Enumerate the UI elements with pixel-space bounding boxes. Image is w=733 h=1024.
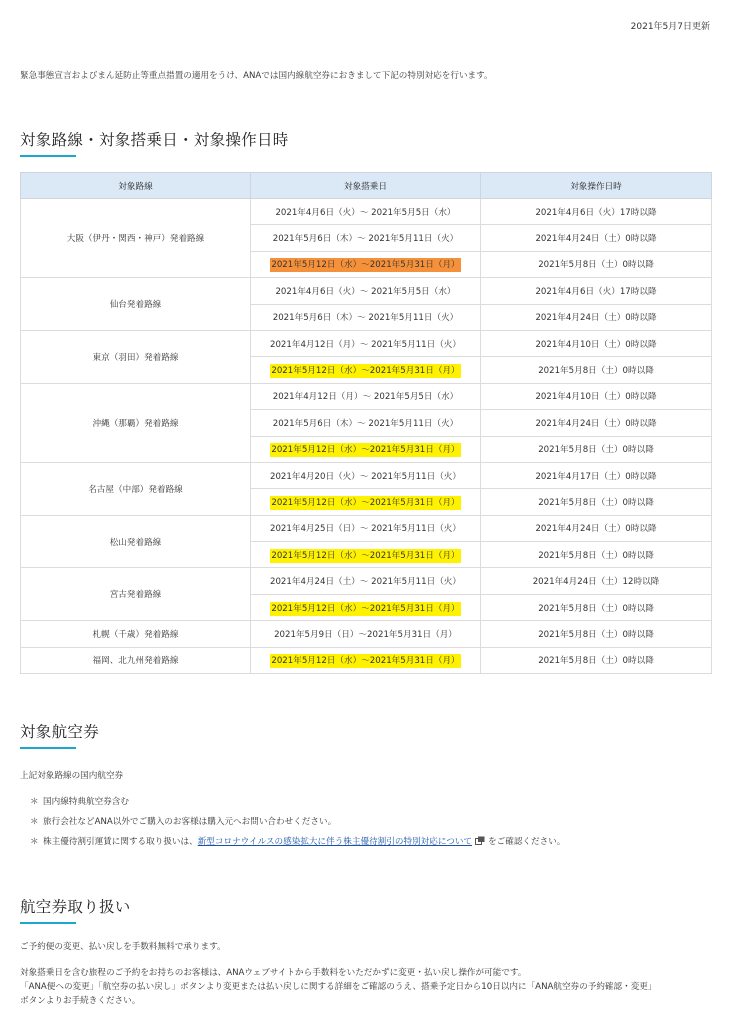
- route-name-cell: 宮古発着路線: [21, 568, 251, 621]
- boarding-date-cell: [251, 410, 481, 436]
- boarding-date-cell: [251, 568, 481, 594]
- boarding-date-cell: [251, 199, 481, 225]
- tickets-lead: 上記対象路線の国内航空券: [20, 771, 124, 781]
- date-range: 2021年5月6日（木）〜 2021年5月11日（火）: [272, 418, 459, 429]
- boarding-date-cell: [251, 647, 481, 673]
- table-row: [21, 647, 712, 673]
- date-range: 2021年4月20日（火）〜 2021年5月11日（火）: [270, 471, 461, 482]
- highlighted-date-range: 2021年5月12日（水）〜2021年5月31日（月）: [271, 497, 460, 508]
- table-row: [21, 330, 712, 356]
- operation-date-cell: 2021年5月8日（土）0時以降: [481, 647, 712, 673]
- boarding-date-cell: [251, 621, 481, 647]
- date-range: 2021年5月9日（日）〜2021年5月31日（月）: [274, 629, 457, 640]
- header-boarding-date: 対象搭乗日: [251, 173, 481, 199]
- section-title-routes: 対象路線・対象搭乗日・対象操作日時: [20, 128, 289, 150]
- operation-date-cell: 2021年4月6日（火）17時以降: [481, 199, 712, 225]
- table-row: [21, 383, 712, 409]
- note-item-shareholder: [30, 835, 565, 848]
- operation-date-cell: 2021年4月24日（土）0時以降: [481, 410, 712, 436]
- route-name-cell: 沖縄（那覇）発着路線: [21, 383, 251, 462]
- operation-date-cell: 2021年5月8日（土）0時以降: [481, 542, 712, 568]
- table-row: [21, 515, 712, 541]
- boarding-date-cell: [251, 436, 481, 462]
- operation-date-cell: 2021年5月8日（土）0時以降: [481, 251, 712, 277]
- boarding-date-cell: [251, 515, 481, 541]
- date-range: 2021年4月25日（日）〜 2021年5月11日（火）: [270, 524, 461, 535]
- table-row: [21, 278, 712, 304]
- note-text-after: をご確認ください。: [488, 837, 566, 847]
- route-name-cell: 札幌（千歳）発着路線: [21, 621, 251, 647]
- note-star: ＊: [30, 817, 39, 827]
- highlighted-date-range: 2021年5月12日（水）〜2021年5月31日（月）: [271, 603, 460, 614]
- boarding-date-cell: [251, 383, 481, 409]
- section-title-tickets: 対象航空券: [20, 720, 99, 742]
- note-text: 旅行会社などANA以外でご購入のお客様は購入元へお問い合わせください。: [43, 817, 337, 827]
- table-row: [21, 199, 712, 225]
- operation-date-cell: 2021年4月24日（土）0時以降: [481, 225, 712, 251]
- route-name-cell: 松山発着路線: [21, 515, 251, 568]
- note-star: ＊: [30, 837, 39, 847]
- route-name-cell: 名古屋（中部）発着路線: [21, 462, 251, 515]
- date-range: 2021年4月24日（土）〜 2021年5月11日（火）: [270, 577, 461, 588]
- routes-table: [20, 172, 712, 674]
- note-text-before: 株主優待割引運賃に関する取り扱いは、: [43, 837, 198, 847]
- table-row: [21, 462, 712, 488]
- table-row: [21, 621, 712, 647]
- route-name-cell: 福岡、北九州発着路線: [21, 647, 251, 673]
- operation-date-cell: 2021年5月8日（土）0時以降: [481, 357, 712, 383]
- table-row: [21, 568, 712, 594]
- boarding-date-cell: [251, 251, 481, 277]
- highlighted-date-range: 2021年5月12日（水）〜2021年5月31日（月）: [271, 445, 460, 456]
- date-range: 2021年4月6日（火）〜 2021年5月5日（水）: [275, 207, 456, 218]
- boarding-date-cell: [251, 304, 481, 330]
- note-item: [30, 815, 336, 827]
- route-name-cell: 大阪（伊丹・関西・神戸）発着路線: [21, 199, 251, 278]
- date-range: 2021年4月12日（月）〜 2021年5月5日（水）: [272, 392, 459, 403]
- route-name-cell: 仙台発着路線: [21, 278, 251, 331]
- note-star: ＊: [30, 797, 39, 807]
- handling-paragraph-3: 「ANA便への変更」「航空券の払い戻し」ボタンより変更または払い戻しに関する詳細をご確認のうえ、搭乗予定日から10日以内に「ANA航空券の予約確認・変更」: [20, 982, 657, 992]
- intro-text: 緊急事態宣言およびまん延防止等重点措置の適用をうけ、ANAでは国内線航空券におきまして下記の特別対応を行います。: [20, 71, 493, 81]
- operation-date-cell: 2021年4月24日（土）12時以降: [481, 568, 712, 594]
- boarding-date-cell: [251, 462, 481, 488]
- external-window-icon[interactable]: [475, 836, 485, 848]
- highlighted-date-range: 2021年5月12日（水）〜2021年5月31日（月）: [271, 550, 460, 561]
- operation-date-cell: 2021年5月8日（土）0時以降: [481, 436, 712, 462]
- highlighted-date-range: 2021年5月12日（水）〜2021年5月31日（月）: [271, 656, 460, 667]
- date-range: 2021年5月6日（木）〜 2021年5月11日（火）: [272, 313, 459, 324]
- routes-table-body: [21, 199, 712, 674]
- section-title-handling: 航空券取り扱い: [20, 895, 131, 917]
- note-item: [30, 795, 129, 807]
- operation-date-cell: 2021年4月24日（土）0時以降: [481, 304, 712, 330]
- boarding-date-cell: [251, 357, 481, 383]
- route-name-cell: 東京（羽田）発着路線: [21, 330, 251, 383]
- date-range: 2021年5月6日（木）〜 2021年5月11日（火）: [272, 234, 459, 245]
- table-header-row: [21, 173, 712, 199]
- header-operation-date: 対象操作日時: [481, 173, 712, 199]
- operation-date-cell: 2021年5月8日（土）0時以降: [481, 594, 712, 620]
- handling-paragraph-2: 対象搭乗日を含む旅程のご予約をお持ちのお客様は、ANAウェブサイトから手数料をいただかずに変更・払い戻し操作が可能です。: [20, 968, 527, 978]
- updated-date: 2021年5月7日更新: [630, 22, 710, 32]
- handling-paragraph-4: ボタンよりお手続きください。: [20, 996, 141, 1006]
- operation-date-cell: 2021年4月24日（土）0時以降: [481, 515, 712, 541]
- operation-date-cell: 2021年4月10日（土）0時以降: [481, 383, 712, 409]
- date-range: 2021年4月6日（火）〜 2021年5月5日（水）: [275, 286, 456, 297]
- highlighted-date-range: 2021年5月12日（水）〜2021年5月31日（月）: [271, 260, 460, 271]
- boarding-date-cell: [251, 542, 481, 568]
- note-text: 国内線特典航空券含む: [43, 797, 129, 807]
- operation-date-cell: 2021年4月10日（土）0時以降: [481, 330, 712, 356]
- operation-date-cell: 2021年5月8日（土）0時以降: [481, 489, 712, 515]
- highlighted-date-range: 2021年5月12日（水）〜2021年5月31日（月）: [271, 366, 460, 377]
- operation-date-cell: 2021年4月6日（火）17時以降: [481, 278, 712, 304]
- operation-date-cell: 2021年5月8日（土）0時以降: [481, 621, 712, 647]
- boarding-date-cell: [251, 225, 481, 251]
- boarding-date-cell: [251, 278, 481, 304]
- operation-date-cell: 2021年4月17日（土）0時以降: [481, 462, 712, 488]
- boarding-date-cell: [251, 594, 481, 620]
- date-range: 2021年4月12日（月）〜 2021年5月11日（火）: [270, 339, 461, 350]
- handling-paragraph-1: ご予約便の変更、払い戻しを手数料無料で承ります。: [20, 942, 226, 952]
- boarding-date-cell: [251, 330, 481, 356]
- boarding-date-cell: [251, 489, 481, 515]
- shareholder-discount-link[interactable]: 新型コロナウイルスの感染拡大に伴う株主優待割引の特別対応について: [197, 837, 473, 847]
- header-route: 対象路線: [21, 173, 251, 199]
